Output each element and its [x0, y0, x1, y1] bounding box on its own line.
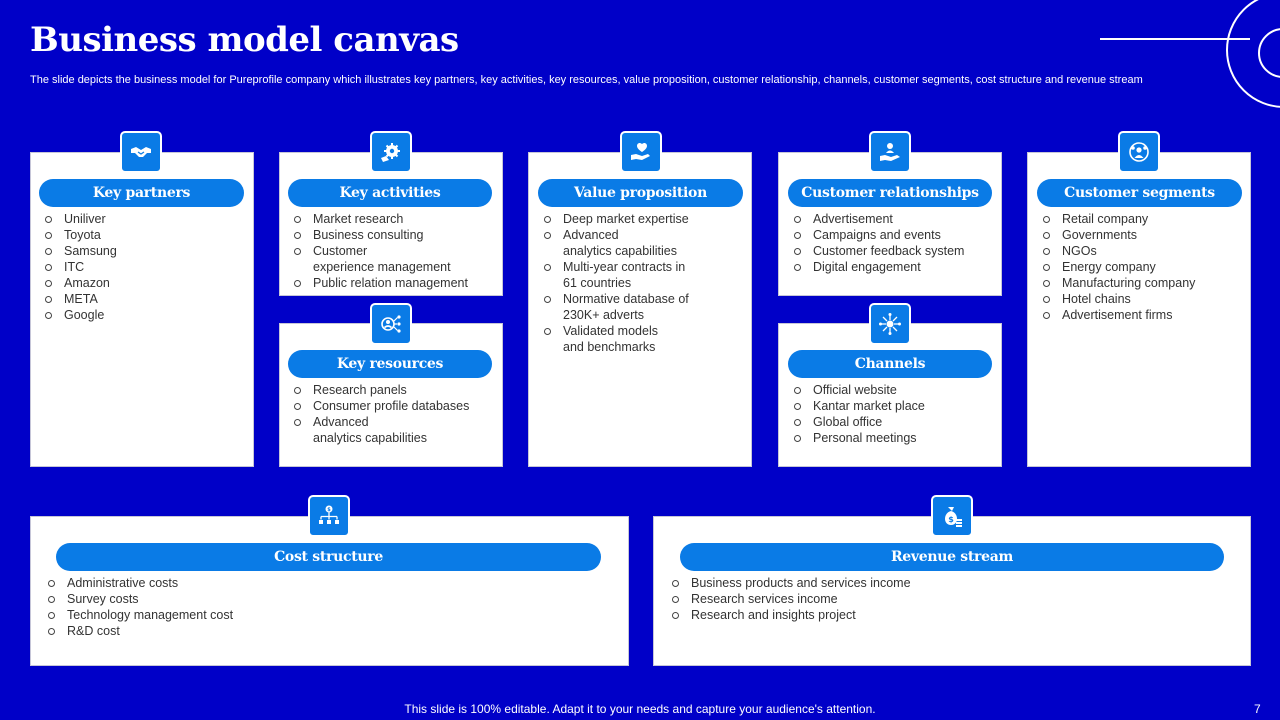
- list-item: Business consulting: [288, 227, 498, 243]
- list-item: Advanced analytics capabilities: [538, 227, 748, 259]
- list-item: Global office: [788, 414, 998, 430]
- list-item: R&D cost: [42, 623, 602, 639]
- cost-structure-list: [42, 575, 602, 639]
- money-bag-icon: [931, 495, 973, 537]
- list-item: Personal meetings: [788, 430, 998, 446]
- customer-relationships-heading: Customer relationships: [788, 179, 992, 207]
- revenue-stream-heading: Revenue stream: [680, 543, 1224, 571]
- svg-text:$: $: [948, 515, 954, 524]
- key-partners-list: [39, 211, 244, 323]
- list-item: META: [39, 291, 244, 307]
- value-proposition-heading: Value proposition: [538, 179, 743, 207]
- list-item: Consumer profile databases: [288, 398, 498, 414]
- list-item: Research and insights project: [666, 607, 1226, 623]
- customer-segments-list: [1037, 211, 1247, 323]
- list-item: Survey costs: [42, 591, 602, 607]
- list-item: Customer feedback system: [788, 243, 998, 259]
- key-activities-heading: Key activities: [288, 179, 492, 207]
- list-item: Uniliver: [39, 211, 244, 227]
- list-item: Official website: [788, 382, 998, 398]
- org-chart-dollar-icon: [308, 495, 350, 537]
- page-number: 7: [1254, 702, 1261, 716]
- customer-relationships-list: [788, 211, 998, 275]
- list-item: Google: [39, 307, 244, 323]
- footer-note: This slide is 100% editable. Adapt it to your needs and capture your audience's attention.: [404, 702, 876, 716]
- list-item: Advanced analytics capabilities: [288, 414, 498, 446]
- list-item: NGOs: [1037, 243, 1247, 259]
- list-item: Governments: [1037, 227, 1247, 243]
- gear-hand-icon: [370, 131, 412, 173]
- list-item: ITC: [39, 259, 244, 275]
- list-item: Samsung: [39, 243, 244, 259]
- list-item: Business products and services income: [666, 575, 1226, 591]
- key-activities-list: [288, 211, 498, 291]
- key-partners-heading: Key partners: [39, 179, 244, 207]
- list-item: Public relation management: [288, 275, 498, 291]
- list-item: Normative database of 230K+ adverts: [538, 291, 748, 323]
- channels-heading: Channels: [788, 350, 992, 378]
- list-item: Multi-year contracts in 61 countries: [538, 259, 748, 291]
- list-item: Research services income: [666, 591, 1226, 607]
- list-item: Customer experience management: [288, 243, 498, 275]
- list-item: Manufacturing company: [1037, 275, 1247, 291]
- customer-segments-heading: Customer segments: [1037, 179, 1242, 207]
- hand-person-icon: [869, 131, 911, 173]
- list-item: Toyota: [39, 227, 244, 243]
- slide-subtitle: The slide depicts the business model for Pureprofile company which illustrates key partners, key activities, key resources, value proposition, customer relationship, channels, customer segments, cost structure and revenue stream: [30, 74, 1143, 86]
- key-resources-list: [288, 382, 498, 446]
- list-item: Advertisement: [788, 211, 998, 227]
- list-item: Advertisement firms: [1037, 307, 1247, 323]
- list-item: Research panels: [288, 382, 498, 398]
- svg-text:$: $: [327, 507, 331, 513]
- handshake-icon: [120, 131, 162, 173]
- customer-group-icon: [1118, 131, 1160, 173]
- list-item: Deep market expertise: [538, 211, 748, 227]
- revenue-stream-list: [666, 575, 1226, 623]
- list-item: Administrative costs: [42, 575, 602, 591]
- list-item: Energy company: [1037, 259, 1247, 275]
- list-item: Retail company: [1037, 211, 1247, 227]
- hand-heart-icon: [620, 131, 662, 173]
- list-item: Hotel chains: [1037, 291, 1247, 307]
- list-item: Digital engagement: [788, 259, 998, 275]
- cost-structure-heading: Cost structure: [56, 543, 601, 571]
- list-item: Kantar market place: [788, 398, 998, 414]
- channels-list: [788, 382, 998, 446]
- network-hub-icon: [869, 303, 911, 345]
- list-item: Market research: [288, 211, 498, 227]
- people-network-icon: [370, 303, 412, 345]
- value-proposition-list: [538, 211, 748, 355]
- key-resources-heading: Key resources: [288, 350, 492, 378]
- slide-title: Business model canvas: [30, 20, 459, 60]
- list-item: Technology management cost: [42, 607, 602, 623]
- list-item: Campaigns and events: [788, 227, 998, 243]
- list-item: Amazon: [39, 275, 244, 291]
- list-item: Validated models and benchmarks: [538, 323, 748, 355]
